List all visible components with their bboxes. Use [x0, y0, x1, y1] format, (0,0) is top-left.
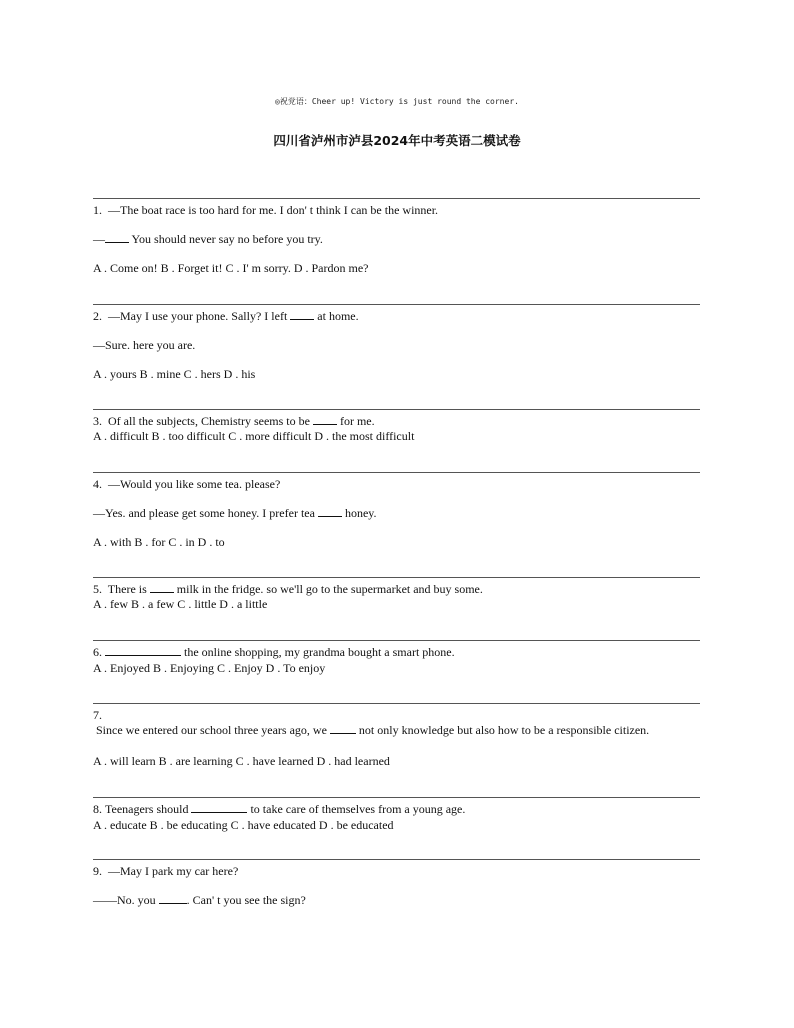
divider	[93, 640, 700, 641]
answer-blank	[105, 645, 181, 656]
answer-blank	[191, 802, 247, 813]
motto-header: ◎祝党语：Cheer up! Victory is just round the corner.	[275, 97, 519, 106]
divider	[93, 859, 700, 860]
question-number: 2.	[93, 309, 102, 323]
question-1-stem-1: 1. —The boat race is too hard for me. I don' t think I can be the winner.	[93, 203, 439, 217]
question-7-stem: Since we entered our school three years ago, we not only knowledge but also how to be a responsible citizen.	[96, 723, 650, 737]
question-4-stem-2: —Yes. and please get some honey. I prefer tea honey.	[93, 506, 377, 520]
question-6-stem: 6. the online shopping, my grandma bought a smart phone.	[93, 645, 455, 659]
question-3-options: A . difficult B . too difficult C . more difficult D . the most difficult	[93, 429, 415, 443]
question-8-options: A . educate B . be educating C . have educated D . be educated	[93, 818, 394, 832]
divider	[93, 409, 700, 410]
divider	[93, 198, 700, 199]
question-number: 8.	[93, 802, 102, 816]
question-3-stem: 3. Of all the subjects, Chemistry seems to be for me.	[93, 414, 375, 428]
question-4-options: A . with B . for C . in D . to	[93, 535, 225, 549]
question-number: 3.	[93, 414, 102, 428]
question-2-options: A . yours B . mine C . hers D . his	[93, 367, 256, 381]
divider	[93, 577, 700, 578]
divider	[93, 304, 700, 305]
divider	[93, 472, 700, 473]
question-2-stem-2: —Sure. here you are.	[93, 338, 196, 352]
question-number: 9.	[93, 864, 102, 878]
question-number: 4.	[93, 477, 102, 491]
question-6-options: A . Enjoyed B . Enjoying C . Enjoy D . To enjoy	[93, 661, 326, 675]
answer-blank	[313, 414, 337, 425]
question-8-stem: 8. Teenagers should to take care of themselves from a young age.	[93, 802, 466, 816]
divider	[93, 797, 700, 798]
question-2-stem-1: 2. —May I use your phone. Sally? I left at home.	[93, 309, 359, 323]
question-number: 6.	[93, 645, 102, 659]
question-7-options: A . will learn B . are learning C . have learned D . had learned	[93, 754, 390, 768]
question-9-stem-2: ——No. you . Can' t you see the sign?	[93, 893, 306, 907]
question-number: 1.	[93, 203, 102, 217]
question-5-options: A . few B . a few C . little D . a little	[93, 597, 268, 611]
question-number: 7.	[93, 708, 102, 722]
answer-blank	[318, 506, 342, 517]
answer-blank	[105, 232, 129, 243]
answer-blank	[290, 309, 314, 320]
answer-blank	[150, 582, 174, 593]
question-number: 5.	[93, 582, 102, 596]
question-4-stem-1: 4. —Would you like some tea. please?	[93, 477, 281, 491]
divider	[93, 703, 700, 704]
answer-blank	[159, 893, 187, 904]
page-title: 四川省泸州市泸县2024年中考英语二模试卷	[273, 133, 521, 148]
answer-blank	[330, 723, 356, 734]
question-1-options: A . Come on! B . Forget it! C . I' m sorry. D . Pardon me?	[93, 261, 369, 275]
question-1-stem-2: — You should never say no before you try.	[93, 232, 323, 246]
question-9-stem-1: 9. —May I park my car here?	[93, 864, 239, 878]
question-5-stem: 5. There is milk in the fridge. so we'll go to the supermarket and buy some.	[93, 582, 483, 596]
